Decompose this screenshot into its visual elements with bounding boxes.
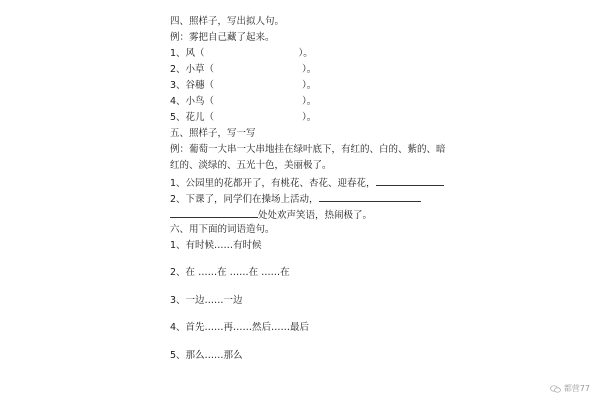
section5-example-line1: 例：葡萄一大串一大串地挂在绿叶底下，有红的、白的、紫的、暗 <box>170 144 446 155</box>
section6-item-5: 5、那么……那么 <box>170 350 243 361</box>
section6-item-1: 1、有时候……有时候 <box>170 240 262 251</box>
section5-item-2 <box>170 192 421 206</box>
watermark-text: 都营77 <box>563 384 590 393</box>
item-close: ）。 <box>302 80 317 91</box>
watermark <box>550 383 590 394</box>
section6-item-3: 3、一边……一边 <box>170 295 243 306</box>
answer-blank[interactable] <box>376 176 444 186</box>
item-label: 3、谷穗（ <box>170 80 215 91</box>
item-text: 1、公园里的花都开了，有桃花、杏花、迎春花， <box>170 178 376 189</box>
item-close: ）。 <box>302 96 317 107</box>
section5-item-2-cont <box>170 208 372 222</box>
item-label: 5、花儿（ <box>170 112 215 123</box>
section4-item-1 <box>170 48 313 60</box>
item-label: 1、风（ <box>170 48 205 59</box>
item-close: ）。 <box>302 112 317 123</box>
section4-item-3 <box>170 80 316 92</box>
section6-item-2: 2、在 ……在 ……在 ……在 <box>170 267 290 278</box>
section5-example-line2: 红的、淡绿的、五光十色，美丽极了。 <box>170 160 332 171</box>
answer-blank[interactable] <box>319 192 421 202</box>
item-label: 4、小鸟（ <box>170 96 215 107</box>
section5-title: 五、照样子，写一写 <box>170 128 256 139</box>
item-label: 2、小草（ <box>170 64 215 75</box>
section4-title: 四、照样子，写出拟人句。 <box>170 16 285 27</box>
section4-item-2 <box>170 64 316 76</box>
answer-blank[interactable] <box>170 208 258 218</box>
section4-item-5 <box>170 112 316 124</box>
section6-item-4: 4、首先……再……然后……最后 <box>170 322 310 333</box>
item-text: 处处欢声笑语，热闹极了。 <box>258 210 373 221</box>
section4-example: 例：雾把自己藏了起来。 <box>170 32 275 43</box>
section4-item-4 <box>170 96 316 108</box>
section6-title: 六、用下面的词语造句。 <box>170 224 275 235</box>
item-close: ）。 <box>298 48 313 59</box>
section5-item-1 <box>170 176 444 190</box>
item-close: ）。 <box>302 64 317 75</box>
item-text: 2、下课了，同学们在操场上活动， <box>170 194 319 205</box>
wechat-icon <box>550 385 561 393</box>
